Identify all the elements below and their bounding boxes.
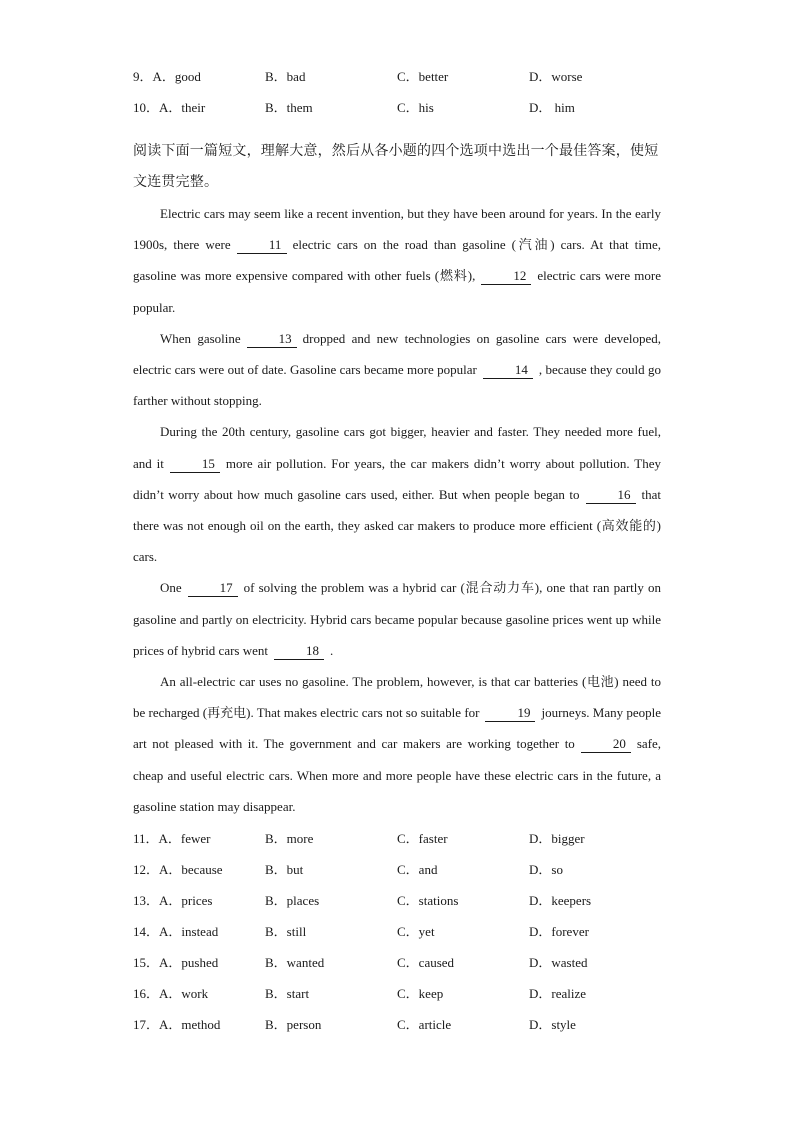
option: B．person: [265, 1017, 322, 1033]
option: B．still: [265, 924, 307, 940]
option: 12．A．because: [133, 862, 223, 878]
answer-blank: 16: [586, 487, 636, 504]
answer-blank: 14: [483, 362, 533, 379]
answer-blank: 18: [274, 643, 324, 660]
section-instruction: 阅读下面一篇短文，理解大意，然后从各小题的四个选项中选出一个最佳答案，使短文连贯完整。: [133, 143, 659, 190]
passage-paragraph: During the 20th century, gasoline cars got bigger, heavier and faster. They needed more fuel, and it 15 more air pollution. For years, the car makers didn’t worry about pollution. They didn’t worry about how much gasoline cars used, either. But when people began to 16 that there was not enough oil on the earth, they asked car makers to produce more efficient (高效能的) cars.: [133, 424, 661, 565]
option: 14．A．instead: [133, 924, 219, 940]
option: 13．A．prices: [133, 893, 213, 909]
option: B．bad: [265, 69, 306, 84]
passage-paragraph: Electric cars may seem like a recent invention, but they have been around for years. In the early 1900s, there were 11 electric cars on the road than gasoline (汽油) cars. At that time, gasoline was more expensive compared with other fuels (燃料), 12 electric cars were more popular.: [133, 206, 661, 315]
question-row: [133, 91, 661, 122]
option: C．his: [397, 100, 434, 115]
option: 11．A．fewer: [133, 831, 211, 847]
option: C．and: [397, 862, 438, 878]
question-row: [133, 60, 661, 91]
answer-blank: 19: [485, 705, 535, 722]
question-row: [133, 977, 661, 1008]
answer-blank: 13: [247, 331, 297, 348]
option: 16．A．work: [133, 986, 209, 1002]
option: D．realize: [529, 986, 587, 1002]
answer-blank: 17: [188, 580, 238, 597]
passage-paragraph: An all-electric car uses no gasoline. The problem, however, is that car batteries (电池) need to be recharged (再充电). That makes electric cars not so suitable for 19 journeys. Many people art not pleased with it. The government and car makers are working together to 20 safe, cheap and useful electric cars. When more and more people have these electric cars in the future, a gasoline station may disappear.: [133, 674, 661, 814]
option: D．style: [529, 1017, 576, 1033]
option: D．bigger: [529, 831, 585, 847]
option: 9．A．good: [133, 69, 201, 84]
option: B．more: [265, 831, 314, 847]
option: C．better: [397, 69, 449, 84]
option: B．places: [265, 893, 320, 909]
option: B．them: [265, 100, 313, 115]
option: B．but: [265, 862, 304, 878]
option: C．faster: [397, 831, 448, 847]
passage-paragraph: One 17 of solving the problem was a hybrid car (混合动力车), one that ran partly on gasoline and partly on electricity. Hybrid cars became popular because gasoline prices went up while prices of hybrid cars went 18 .: [133, 580, 661, 658]
answer-blank: 20: [581, 736, 631, 753]
option: C．stations: [397, 893, 459, 909]
question-row: [133, 915, 661, 946]
question-row: [133, 884, 661, 915]
answer-blank: 11: [237, 237, 287, 254]
option: D．forever: [529, 924, 589, 940]
worksheet-page: [133, 60, 661, 1039]
option: D． him: [529, 100, 575, 115]
option: B．start: [265, 986, 310, 1002]
option: D．worse: [529, 69, 583, 84]
option: 15．A．pushed: [133, 955, 219, 971]
question-row: [133, 853, 661, 884]
option: 17．A．method: [133, 1017, 221, 1033]
answer-blank: 15: [170, 456, 220, 473]
previous-questions: [133, 60, 661, 122]
option: 10．A．their: [133, 100, 206, 115]
option: B．wanted: [265, 955, 325, 971]
question-options: [133, 822, 661, 1039]
option: C．yet: [397, 924, 435, 940]
option: C．caused: [397, 955, 455, 971]
option: C．keep: [397, 986, 444, 1002]
question-row: [133, 822, 661, 853]
option: D．wasted: [529, 955, 588, 971]
question-row: [133, 1008, 661, 1039]
option: C．article: [397, 1017, 452, 1033]
question-row: [133, 946, 661, 977]
passage-paragraph: When gasoline 13 dropped and new technologies on gasoline cars were developed, electric cars were out of date. Gasoline cars became more popular 14 , because they could go farther without stopping.: [133, 330, 661, 409]
option: D．so: [529, 862, 563, 878]
option: D．keepers: [529, 893, 592, 909]
answer-blank: 12: [481, 268, 531, 285]
